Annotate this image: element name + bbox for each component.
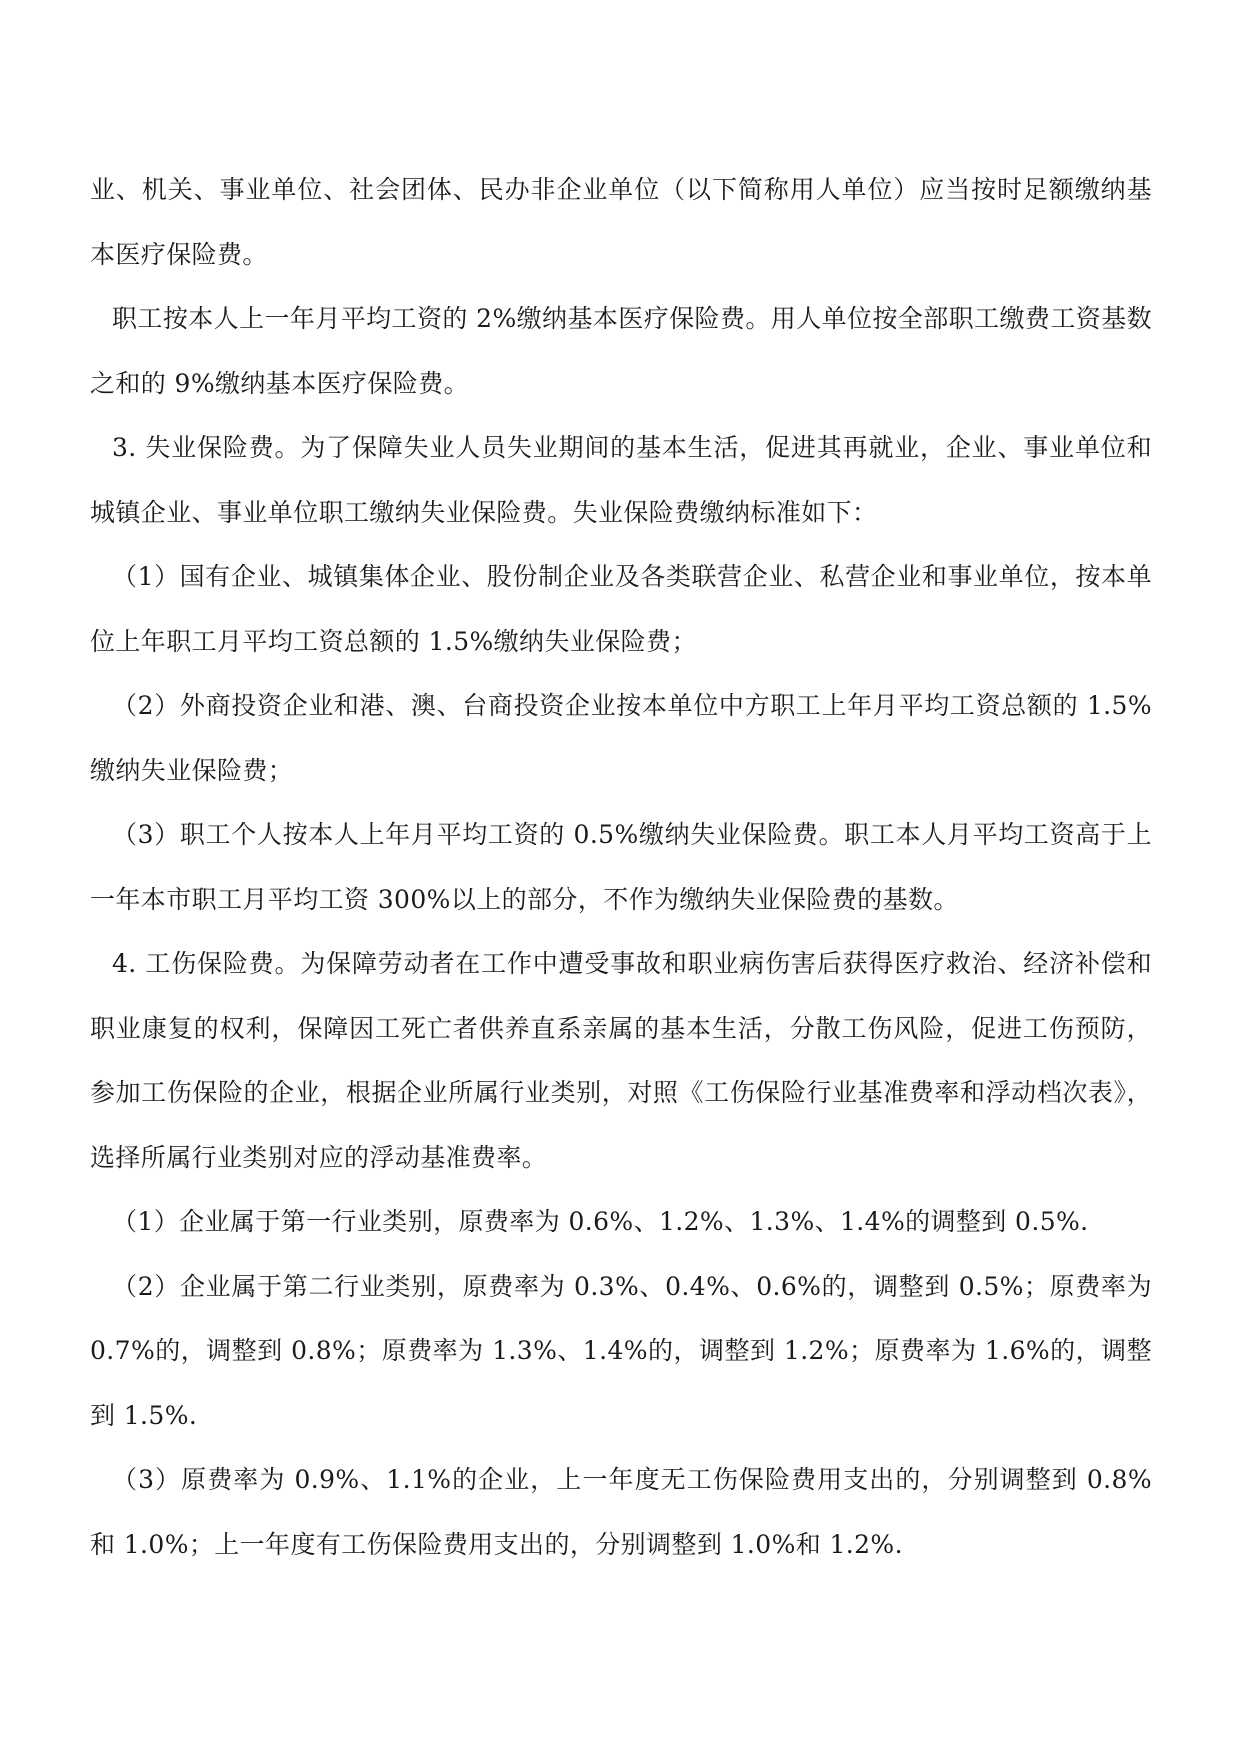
paragraph-unemployment-item-1: （1）国有企业、城镇集体企业、股份制企业及各类联营企业、私营企业和事业单位，按本单位上年职工月平均工资总额的 1.5%缴纳失业保险费； <box>90 562 1152 656</box>
paragraph-medical-continued: 业、机关、事业单位、社会团体、民办非企业单位（以下简称用人单位）应当按时足额缴纳基本医疗保险费。 <box>90 175 1152 269</box>
paragraph-unemployment-item-2: （2）外商投资企业和港、澳、台商投资企业按本单位中方职工上年月平均工资总额的 1.5%缴纳失业保险费； <box>90 691 1152 785</box>
paragraph-unemployment-heading: 3. 失业保险费。为了保障失业人员失业期间的基本生活，促进其再就业，企业、事业单位和城镇企业、事业单位职工缴纳失业保险费。失业保险费缴纳标准如下： <box>90 433 1152 527</box>
paragraph-injury-heading: 4. 工伤保险费。为保障劳动者在工作中遭受事故和职业病伤害后获得医疗救治、经济补偿和职业康复的权利，保障因工死亡者供养直系亲属的基本生活，分散工伤风险，促进工伤预防，参加工伤保险的企业，根据企业所属行业类别，对照《工伤保险行业基准费率和浮动档次表》，选择所属行业类别对应的浮动基准费率。 <box>90 949 1152 1172</box>
paragraph-injury-item-3: （3）原费率为 0.9%、1.1%的企业，上一年度无工伤保险费用支出的，分别调整到 0.8%和 1.0%；上一年度有工伤保险费用支出的，分别调整到 1.0%和 1.2%. <box>90 1465 1152 1559</box>
paragraph-medical-rate: 职工按本人上一年月平均工资的 2%缴纳基本医疗保险费。用人单位按全部职工缴费工资基数之和的 9%缴纳基本医疗保险费。 <box>90 304 1152 398</box>
paragraph-injury-item-2: （2）企业属于第二行业类别，原费率为 0.3%、0.4%、0.6%的，调整到 0.5%；原费率为 0.7%的，调整到 0.8%；原费率为 1.3%、1.4%的，调整到 1.2%；原费率为 1.6%的，调整到 1.5%. <box>90 1271 1152 1430</box>
paragraph-injury-item-1: （1）企业属于第一行业类别，原费率为 0.6%、1.2%、1.3%、1.4%的调整到 0.5%. <box>112 1207 1089 1236</box>
paragraph-unemployment-item-3: （3）职工个人按本人上年月平均工资的 0.5%缴纳失业保险费。职工本人月平均工资高于上一年本市职工月平均工资 300%以上的部分，不作为缴纳失业保险费的基数。 <box>90 820 1152 914</box>
document-body <box>90 158 1152 1577</box>
